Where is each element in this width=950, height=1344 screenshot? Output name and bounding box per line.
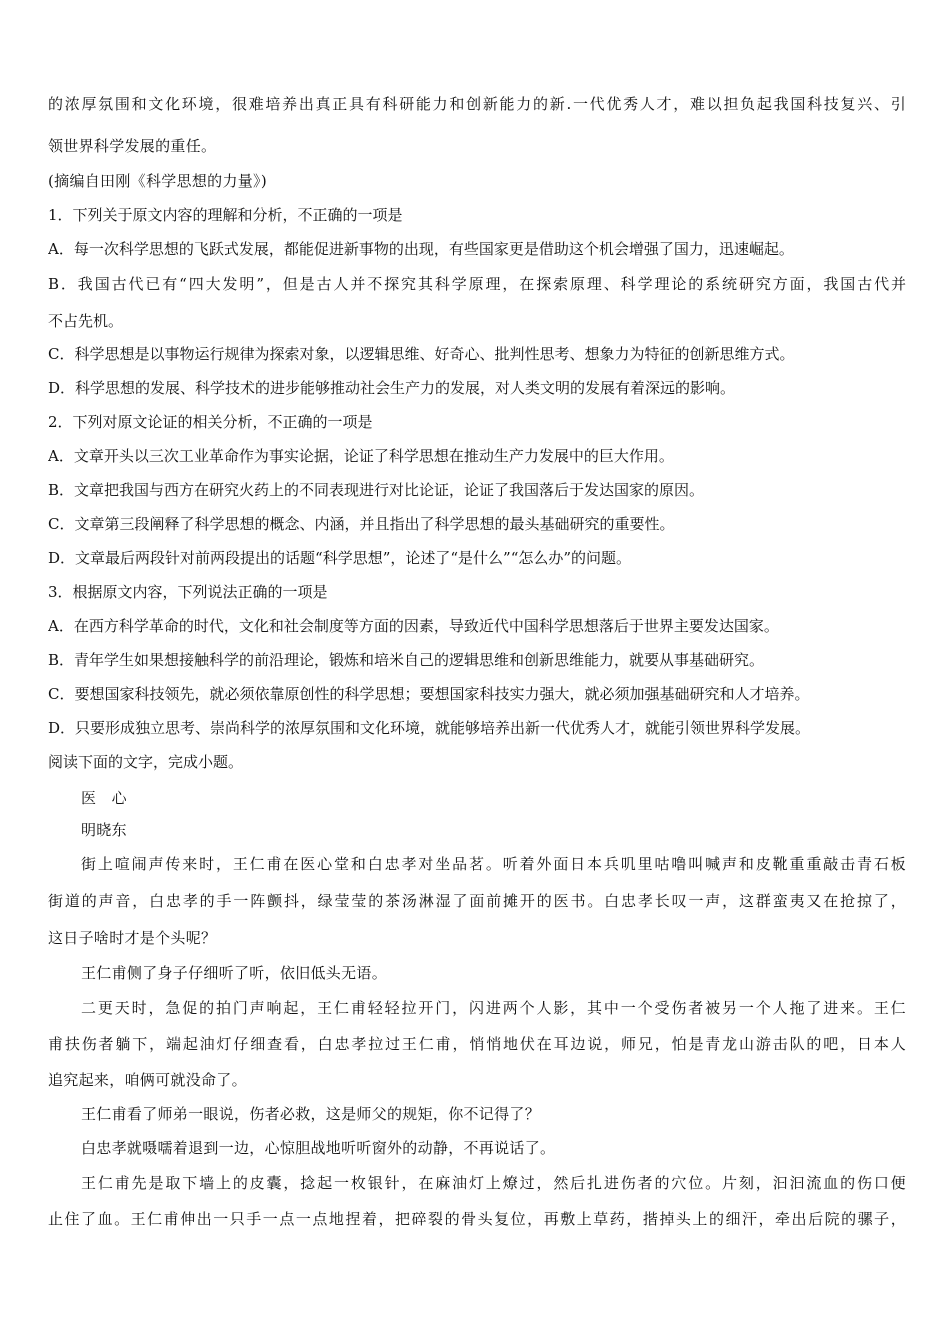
story-author: 明晓东 — [81, 822, 127, 839]
question-2-option-a: A．文章开头以三次工业革命作为事实论据，论证了科学思想在推动生产力发展中的巨大作用。 — [48, 448, 674, 465]
source-citation: (摘编自田刚《科学思想的力量》) — [48, 173, 268, 190]
story-paragraph-line: 王仁甫先是取下墙上的皮囊，捻起一枚银针，在麻油灯上燎过，然后扎进伤者的穴位。片刻，汩汩流血的伤口便 — [81, 1175, 906, 1192]
story-title: 医 心 — [81, 790, 127, 807]
question-1-option-b-cont: 不占先机。 — [48, 313, 124, 330]
story-paragraph-line: 街上喧闹声传来时，王仁甫在医心堂和白忠孝对坐品茗。听着外面日本兵叽里咕噜叫喊声和皮靴重重敲击青石板 — [81, 856, 906, 873]
question-3-stem: 3．根据原文内容，下列说法正确的一项是 — [48, 584, 328, 601]
story-paragraph-line: 追究起来，咱俩可就没命了。 — [48, 1072, 247, 1089]
reading-instruction: 阅读下面的文字，完成小题。 — [48, 754, 244, 771]
story-paragraph-line: 止住了血。王仁甫伸出一只手一点一点地捏着，把碎裂的骨头复位，再敷上草药，揩掉头上的细汗，牵出后院的骡子， — [48, 1211, 906, 1228]
question-1-stem: 1．下列关于原文内容的理解和分析，不正确的一项是 — [48, 207, 403, 224]
story-paragraph-line: 王仁甫侧了身子仔细听了听，依旧低头无语。 — [81, 965, 388, 982]
question-2-option-b: B．文章把我国与西方在研究火药上的不同表现进行对比论证，论证了我国落后于发达国家的原因。 — [48, 482, 705, 499]
text-line: 的浓厚氛围和文化环境，很难培养出真正具有科研能力和创新能力的新.一代优秀人才，难以担负起我国科技复兴、引 — [48, 96, 906, 113]
story-paragraph-line: 白忠孝就嗫嚅着退到一边，心惊胆战地听听窗外的动静，不再说话了。 — [81, 1140, 556, 1157]
story-paragraph-line: 这日子啥时才是个头呢？ — [48, 930, 217, 947]
story-paragraph-line: 甫扶伤者躺下，端起油灯仔细查看，白忠孝拉过王仁甫，悄悄地伏在耳边说，师兄，怕是青龙山游击队的吧，日本人 — [48, 1036, 906, 1053]
question-2-stem: 2．下列对原文论证的相关分析，不正确的一项是 — [48, 414, 373, 431]
question-3-option-b: B．青年学生如果想接触科学的前沿理论，锻炼和培米自己的逻辑思维和创新思维能力，就要从事基础研究。 — [48, 652, 765, 669]
question-1-option-d: D．科学思想的发展、科学技术的进步能够推动社会生产力的发展，对人类文明的发展有着深远的影响。 — [48, 380, 736, 397]
story-paragraph-line: 王仁甫看了师弟一眼说，伤者必救，这是师父的规矩，你不记得了？ — [81, 1106, 541, 1123]
story-paragraph-line: 二更天时，急促的拍门声响起，王仁甫轻轻拉开门，闪进两个人影，其中一个受伤者被另一个人拖了进来。王仁 — [81, 1000, 906, 1017]
story-paragraph-line: 街道的声音，白忠孝的手一阵颤抖，绿莹莹的茶汤淋湿了面前摊开的医书。白忠孝长叹一声，这群蛮夷又在抢掠了， — [48, 893, 906, 910]
question-1-option-c: C．科学思想是以事物运行规律为探索对象，以逻辑思维、好奇心、批判性思考、想象力为特征的创新思维方式。 — [48, 346, 795, 363]
question-2-option-c: C．文章第三段阐释了科学思想的概念、内涵，并且指出了科学思想的最头基础研究的重要性。 — [48, 516, 675, 533]
question-1-option-b: B．我国古代已有“四大发明”，但是古人并不探究其科学原理，在探索原理、科学理论的系统研究方面，我国古代并 — [48, 276, 906, 293]
question-3-option-d: D．只要形成独立思考、崇尚科学的浓厚氛围和文化环境，就能够培养出新一代优秀人才，就能引领世界科学发展。 — [48, 720, 811, 737]
question-2-option-d: D．文章最后两段针对前两段提出的话题“科学思想”，论述了“是什么”“怎么办”的问题。 — [48, 550, 632, 567]
question-3-option-a: A．在西方科学革命的时代，文化和社会制度等方面的因素，导致近代中国科学思想落后于世界主要发达国家。 — [48, 618, 779, 635]
text-line: 领世界科学发展的重任。 — [48, 138, 217, 155]
question-3-option-c: C．要想国家科技领先，就必须依靠原创性的科学思想；要想国家科技实力强大，就必须加强基础研究和人才培养。 — [48, 686, 810, 703]
question-1-option-a: A．每一次科学思想的飞跃式发展，都能促进新事物的出现，有些国家更是借助这个机会增强了国力，迅速崛起。 — [48, 241, 794, 258]
